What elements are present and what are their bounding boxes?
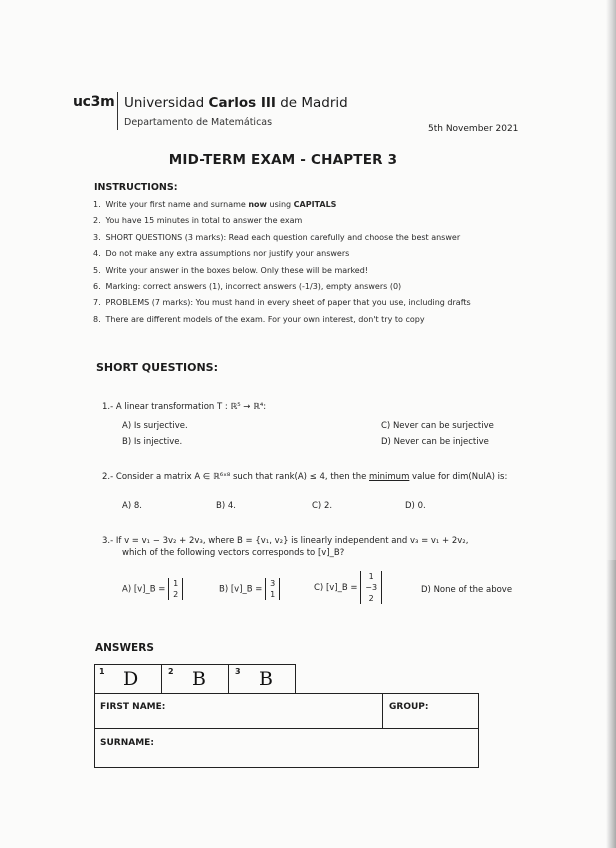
surname-label: SURNAME: bbox=[100, 738, 154, 748]
answer-value: B bbox=[192, 668, 206, 690]
question-2-option-d: D) 0. bbox=[405, 501, 426, 511]
answer-cell-3[interactable] bbox=[228, 664, 296, 694]
instruction-item: 7. PROBLEMS (7 marks): You must hand in every sheet of paper that you use, including drafts bbox=[93, 298, 471, 308]
instruction-item: 4. Do not make any extra assumptions nor justify your answers bbox=[93, 249, 350, 259]
question-1-option-b: B) Is injective. bbox=[122, 437, 183, 447]
vector-a: 1 2 bbox=[168, 578, 183, 600]
question-1-option-d: D) Never can be injective bbox=[381, 437, 489, 447]
university-name: Universidad Carlos III de Madrid bbox=[124, 95, 348, 111]
instructions-heading: INSTRUCTIONS: bbox=[94, 182, 178, 193]
first-name-field[interactable] bbox=[94, 693, 383, 729]
department-name: Departamento de Matemáticas bbox=[124, 117, 273, 128]
first-name-label: FIRST NAME: bbox=[100, 702, 166, 712]
answer-cell-1[interactable] bbox=[94, 664, 162, 694]
answer-cell-2[interactable] bbox=[161, 664, 229, 694]
uc3m-logo: uc3m bbox=[73, 94, 115, 110]
question-2-option-c: C) 2. bbox=[312, 501, 333, 511]
answer-cell-number: 3 bbox=[235, 667, 241, 676]
question-2-option-a: A) 8. bbox=[122, 501, 142, 511]
question-3-option-d: D) None of the above bbox=[421, 585, 513, 595]
question-1-stem: 1.- A linear transformation T : ℝ⁵ → ℝ⁴: bbox=[102, 402, 267, 412]
group-label: GROUP: bbox=[389, 702, 429, 712]
instruction-item: 8. There are different models of the exam. For your own interest, don't try to copy bbox=[93, 314, 425, 324]
question-2-stem: 2.- Consider a matrix A ∈ ℝ⁶ˣ⁸ such that rank(A) ≤ 4, then the minimum value for dim(NulA) is: bbox=[102, 472, 508, 482]
question-2-option-b: B) 4. bbox=[216, 501, 236, 511]
question-3-stem-line1: 3.- If v = v₁ − 3v₂ + 2v₃, where B = {v₁, v₂} is linearly independent and v₃ = v₁ + 2v₂, bbox=[102, 536, 469, 546]
scan-edge-shadow-lower bbox=[606, 560, 616, 848]
surname-field[interactable] bbox=[94, 728, 479, 768]
answer-cell-number: 2 bbox=[168, 667, 174, 676]
exam-date: 5th November 2021 bbox=[428, 124, 519, 134]
vector-c: 1 −3 2 bbox=[360, 571, 382, 604]
group-field[interactable] bbox=[382, 693, 479, 729]
instruction-item: 2. You have 15 minutes in total to answer the exam bbox=[93, 216, 303, 226]
instruction-item: 3. SHORT QUESTIONS (3 marks): Read each question carefully and choose the best answer bbox=[93, 232, 461, 242]
question-1-option-a: A) Is surjective. bbox=[122, 421, 188, 431]
instruction-item: 6. Marking: correct answers (1), incorrect answers (-1/3), empty answers (0) bbox=[93, 281, 402, 291]
instruction-item: 5. Write your answer in the boxes below. Only these will be marked! bbox=[93, 265, 369, 275]
answers-heading: ANSWERS bbox=[95, 642, 154, 654]
question-3-option-a: A) [v]_B = 1 2 bbox=[122, 578, 183, 600]
logo-divider bbox=[117, 92, 118, 130]
short-questions-heading: SHORT QUESTIONS: bbox=[96, 361, 218, 374]
question-3-option-c: C) [v]_B = 1 −3 2 bbox=[314, 571, 382, 604]
question-3-stem-line2: which of the following vectors corresponds to [v]_B? bbox=[122, 548, 345, 558]
vector-b: 3 1 bbox=[265, 578, 280, 600]
question-3-option-b: B) [v]_B = 3 1 bbox=[219, 578, 280, 600]
question-1-option-c: C) Never can be surjective bbox=[381, 421, 494, 431]
exam-title: MID-TERM EXAM - CHAPTER 3 bbox=[168, 152, 398, 168]
answer-value: B bbox=[259, 668, 273, 690]
instruction-item: 1. Write your first name and surname now using CAPITALS bbox=[93, 200, 337, 209]
answer-cell-number: 1 bbox=[99, 667, 105, 676]
answer-value: D bbox=[123, 668, 139, 690]
instructions-list bbox=[93, 198, 533, 329]
